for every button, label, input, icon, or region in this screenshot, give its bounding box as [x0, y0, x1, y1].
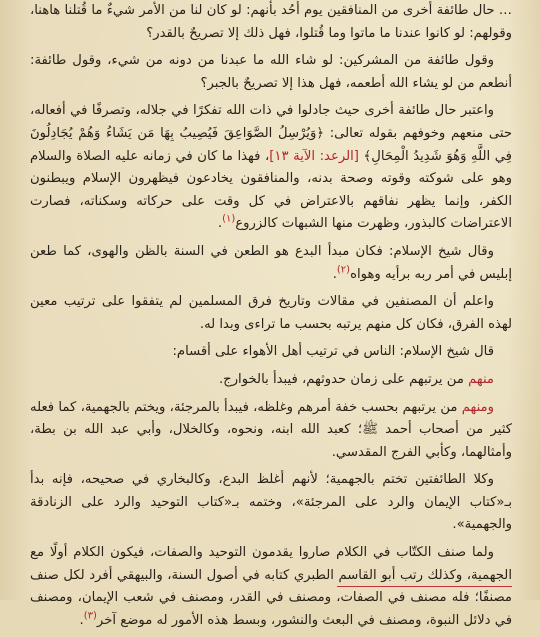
body-text: … حال طائفة أخرى من المنافقين يوم أُحُد بأنهم: لو كان لنا من الأمر شيءٌ ما قُتلنا هاهنا، وقولهم: لو كانوا عندنا ما ماتوا وما قُتلوا، فهل ذلك إلا تصريحٌ بالقدر؟	[30, 3, 512, 41]
footnote-reference: (٣)	[83, 610, 97, 622]
highlighted-text: ومنهم	[461, 399, 494, 415]
body-text: ولما صنف الكتّاب في الكلام صاروا يقدمون التوحيد والصفات، فيكون الكلام أولًا مع الجهمية، وكذلك رتب أبو القاسم الطبري كتابه في أصول السنة، والبيهقي أفرد لكل صنف مصنفًا؛ فله مصنف في الصفات، ومصنف في القدر، ومصنف في شعب الإيمان، ومصنف في دلائل النبوة، ومصنف في البعث والنشور، وبسط هذه الأمور له موضع آخر	[30, 545, 512, 628]
paragraph	[30, 542, 512, 632]
body-text: .	[79, 612, 84, 628]
footnote-reference: (٢)	[336, 264, 351, 276]
footnote-separator-line	[337, 586, 512, 587]
body-text: من يرتبهم بحسب خفة أمرهم وغلظه، فيبدأ بالمرجئة، ويختم بالجهمية، كما فعله كثير من أصحاب أحمد ﷺ؛ كعبد الله ابنه، ونحوه، وكالخلال، وأبي عبد الله بن بطة، وأمثالهما، وكأبي الفرج المقدسي.	[30, 399, 512, 460]
body-text: وكلا الطائفتين تختم بالجهمية؛ لأنهم أغلظ البدع، وكالبخاري في صحيحه، فإنه بدأ بـ«كتاب الإيمان والرد على المرجئة»، وختمه بـ«كتاب التوحيد والرد على الزنادقة والجهمية».	[30, 472, 512, 533]
body-text: .	[217, 216, 223, 232]
paragraph	[30, 341, 512, 364]
paragraph	[30, 50, 512, 95]
paragraph	[30, 0, 512, 45]
body-text: .	[332, 266, 337, 282]
body-text: واعتبر حال طائفة أخرى حيث جادلوا في ذات الله تفكرًا في جلاله، وتصرفًا في أفعاله، حتى منعهم وخوفهم بقوله تعالى: ﴿وَيُرْسِلُ الصَّوَاعِقَ فَيُصِيبُ بِهَا مَن يَشَاءُ وَهُمْ يُجَادِلُونَ فِي اللَّهِ وَهُوَ شَدِيدُ الْمِحَالِ﴾	[30, 103, 512, 164]
paragraph	[30, 369, 512, 392]
footnote-reference: (١)	[222, 213, 236, 225]
body-text: وقال شيخ الإسلام: فكان مبدأ البدع هو الطعن في السنة بالظن والهوى، كما طعن إبليس في أمر ربه برأيه وهواه	[30, 243, 512, 282]
body-text: وقول طائفة من المشركين: لو شاء الله ما عبدنا من دونه من شيء، وقول طائفة: أنطعم من لو يشاء الله أطعمه، فهل هذا إلا تصريحٌ بالجبر؟	[30, 53, 512, 91]
paragraph	[30, 469, 512, 537]
paragraph	[30, 291, 512, 336]
page-body	[30, 0, 512, 637]
paragraph	[30, 397, 512, 465]
highlighted-text: منهم	[468, 371, 494, 387]
paragraph	[30, 241, 512, 286]
body-text: قال شيخ الإسلام: الناس في ترتيب أهل الأهواء على أقسام:	[172, 344, 494, 360]
body-text: واعلم أن المصنفين في مقالات وتاريخ فرق المسلمين لم يتفقوا على ترتيب معين لهذه الفرق، فكان كل منهم يرتبه بحسب ما تراءى وبدا له.	[30, 294, 512, 332]
body-text: من يرتبهم على زمان حدوثهم، فيبدأ بالخوارج.	[218, 371, 469, 387]
paragraph	[30, 100, 512, 236]
highlighted-text: [الرعد: الآية ١٣]	[269, 148, 359, 164]
body-text: ، فهذا ما كان في زمانه عليه الصلاة والسلام وهو على شوكته وقوته وصحة بدنه، والمنافقون يخادعون فيظهرون الإسلام ويبطنون الكفر، وإنما يظهر نفاقهم بالاعتراض في كل وقت على حركاته وسكناته، فصارت الاعتراضات كالبذور، وظهرت منها الشبهات كالزروع	[30, 148, 512, 232]
